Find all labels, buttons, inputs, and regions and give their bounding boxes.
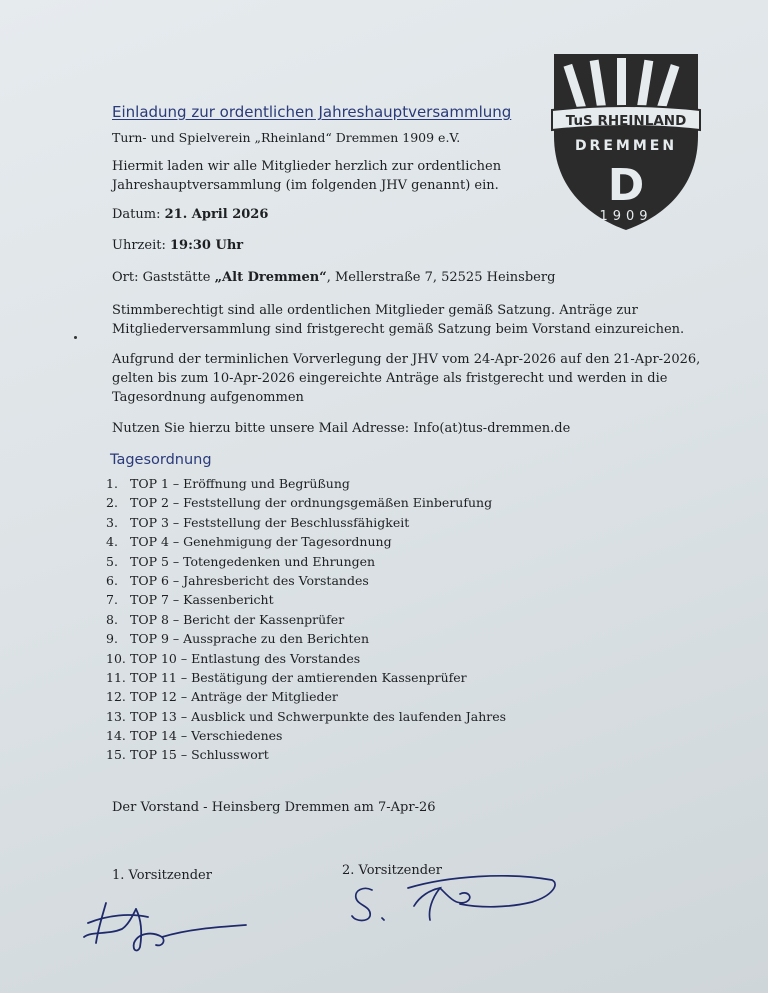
closing-line: Der Vorstand - Heinsberg Dremmen am 7-Apr-26 (112, 800, 436, 815)
agenda-item-number: 10. (106, 650, 126, 666)
agenda-item (106, 649, 506, 668)
location-line (112, 268, 555, 287)
agenda-item-text: TOP 9 – Aussprache zu den Berichten (130, 631, 369, 647)
logo-line2: DREMMEN (574, 138, 678, 154)
agenda-item-number: 3. (106, 514, 118, 530)
notice-paragraph (112, 350, 700, 407)
time-value: 19:30 Uhr (170, 238, 244, 253)
agenda-item (106, 571, 506, 590)
agenda-item (106, 513, 506, 532)
location-label: Ort: Gaststätte (112, 270, 211, 285)
agenda-item-text: TOP 5 – Totengedenken und Ehrungen (130, 553, 376, 569)
agenda-item-number: 1. (106, 476, 118, 491)
agenda-item-number: 6. (106, 572, 118, 588)
agenda-item (106, 474, 506, 493)
notice-line: Tagesordnung aufgenommen (112, 390, 304, 405)
agenda-item-text: TOP 7 – Kassenbericht (130, 592, 274, 608)
agenda-item-number: 4. (106, 534, 118, 550)
time-line (112, 236, 243, 255)
agenda-item (106, 726, 506, 745)
agenda-item (106, 668, 506, 687)
agenda-item-text: TOP 1 – Eröffnung und Begrüßung (130, 476, 350, 491)
club-logo (550, 50, 702, 234)
agenda-item-text: TOP 13 – Ausblick und Schwerpunkte des laufenden Jahres (130, 708, 507, 724)
agenda-item-number: 9. (106, 631, 118, 647)
time-label: Uhrzeit: (112, 238, 166, 253)
club-name: Turn- und Spielverein „Rheinland“ Dremmen 1909 e.V. (112, 130, 461, 145)
agenda-item-text: TOP 6 – Jahresbericht des Vorstandes (130, 572, 369, 588)
agenda-item-text: TOP 2 – Feststellung der ordnungsgemäßen Einberufung (130, 495, 493, 511)
agenda-item (106, 552, 506, 571)
agenda-item (106, 629, 506, 648)
agenda-item-text: TOP 3 – Feststellung der Beschlussfähigkeit (130, 514, 410, 530)
agenda-list (106, 474, 506, 765)
intro-line: Hiermit laden wir alle Mitglieder herzlich zur ordentlichen (112, 159, 502, 174)
first-chair-signature (78, 895, 253, 955)
notice-line: Aufgrund der terminlichen Vorverlegung der JHV vom 24-Apr-2026 auf den 21-Apr-2026, (112, 352, 701, 367)
location-name: „Alt Dremmen“ (214, 270, 327, 285)
notice-line: gelten bis zum 10-Apr-2026 eingereichte Anträge als fristgerecht und werden in die (112, 371, 668, 386)
location-address: , Mellerstraße 7, 52525 Heinsberg (326, 270, 556, 285)
date-label: Datum: (112, 207, 161, 222)
logo-letter: D (607, 160, 645, 211)
date-line (112, 205, 268, 224)
paper-speck (74, 336, 77, 339)
voting-line: Mitgliederversammlung sind fristgerecht gemäß Satzung beim Vorstand einzureichen. (112, 322, 685, 337)
agenda-item (106, 590, 506, 609)
voting-paragraph (112, 301, 684, 339)
agenda-item-text: TOP 11 – Bestätigung der amtierenden Kassenprüfer (130, 669, 467, 685)
agenda-item-text: TOP 12 – Anträge der Mitglieder (130, 689, 338, 705)
agenda-item-number: 7. (106, 592, 118, 608)
agenda-item (106, 745, 506, 764)
agenda-item-text: TOP 14 – Verschiedenes (130, 728, 283, 744)
second-chair-signature (348, 866, 563, 928)
agenda-item-text: TOP 4 – Genehmigung der Tagesordnung (130, 534, 392, 550)
agenda-item-text: TOP 15 – Schlusswort (130, 747, 269, 763)
agenda-title: Tagesordnung (110, 452, 212, 468)
logo-line1: TuS RHEINLAND (565, 113, 687, 129)
agenda-item-number: 2. (106, 495, 118, 511)
voting-line: Stimmberechtigt sind alle ordentlichen Mitglieder gemäß Satzung. Anträge zur (112, 303, 638, 318)
agenda-item (106, 610, 506, 629)
agenda-item-text: TOP 8 – Bericht der Kassenprüfer (130, 611, 345, 627)
agenda-item (106, 493, 506, 512)
agenda-item-number: 11. (106, 669, 126, 685)
first-chair-label: 1. Vorsitzender (112, 868, 212, 883)
intro-line: Jahreshauptversammlung (im folgenden JHV genannt) ein. (112, 178, 499, 193)
agenda-item-number: 15. (106, 747, 126, 763)
logo-year: 1909 (599, 209, 653, 224)
agenda-item-number: 5. (106, 553, 118, 569)
agenda-item-number: 12. (106, 689, 126, 705)
agenda-item-number: 13. (106, 708, 126, 724)
document-title: Einladung zur ordentlichen Jahreshauptversammlung (112, 103, 512, 121)
agenda-item (106, 687, 506, 706)
agenda-item-number: 14. (106, 728, 126, 744)
agenda-item-number: 8. (106, 611, 118, 627)
agenda-item (106, 707, 506, 726)
mail-line: Nutzen Sie hierzu bitte unsere Mail Adresse: Info(at)tus-dremmen.de (112, 421, 571, 436)
date-value: 21. April 2026 (164, 207, 269, 222)
second-chair-label: 2. Vorsitzender (342, 863, 442, 878)
agenda-item-text: TOP 10 – Entlastung des Vorstandes (130, 650, 361, 666)
intro-paragraph (112, 157, 501, 195)
agenda-item (106, 532, 506, 551)
